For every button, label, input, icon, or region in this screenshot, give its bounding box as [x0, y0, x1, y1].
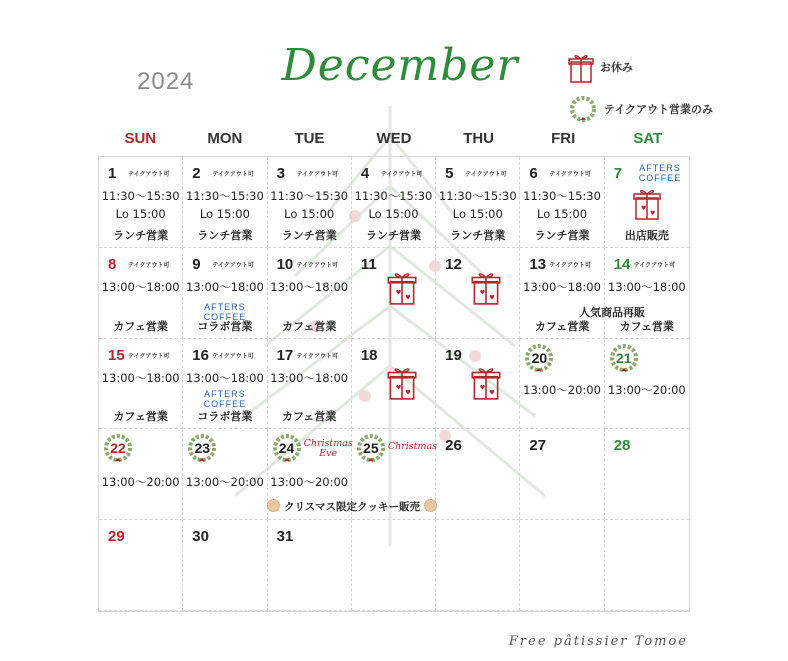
- weekday-sun: SUN: [124, 130, 157, 147]
- christmas-eve-label: [304, 439, 353, 459]
- service-label: ランチ営業: [534, 228, 590, 242]
- day-cell: [183, 520, 267, 611]
- hours: [99, 187, 182, 223]
- day-number: 10: [276, 255, 294, 273]
- day-number: 25: [363, 440, 379, 457]
- day-number: 15: [108, 346, 125, 364]
- day-cell-empty: [605, 520, 689, 611]
- day-cell: [436, 157, 520, 248]
- popular-relaunch-label: 人気商品再販: [579, 305, 646, 319]
- weekday-wed: WED: [376, 130, 412, 147]
- gift-icon: [471, 363, 501, 401]
- day-number: 22: [110, 440, 126, 457]
- service-label: カフェ営業: [113, 319, 168, 333]
- hours-time: 13:00〜20:00: [101, 475, 180, 490]
- weekday-sat: SAT: [633, 130, 663, 147]
- hours: [183, 369, 266, 387]
- day-cell-empty: [436, 520, 520, 611]
- day-cell: [352, 157, 436, 248]
- eve-text: Eve: [319, 448, 338, 460]
- christmas-label: Christmas: [387, 441, 438, 453]
- svg-text:♥: ♥: [395, 289, 402, 297]
- hours-time: 11:30〜15:30: [438, 189, 517, 203]
- legend-closed-label: お休み: [600, 61, 633, 74]
- service-label: ランチ営業: [281, 228, 337, 242]
- hours-time: 11:30〜15:30: [523, 189, 601, 203]
- takeout-ok-label: テイクアウト可: [296, 171, 339, 178]
- day-cell: [605, 339, 689, 430]
- hours-time: 13:00〜18:00: [101, 279, 180, 294]
- svg-text:♥: ♥: [404, 294, 411, 302]
- day-number: 8: [108, 255, 117, 273]
- wreath-icon: [568, 94, 598, 124]
- hours: [268, 473, 351, 491]
- svg-text:♥: ♥: [640, 205, 647, 212]
- legend: [568, 46, 713, 130]
- hours: [520, 381, 603, 399]
- wreath-icon: [187, 433, 217, 463]
- wreath-icon: [272, 433, 302, 463]
- service-label: ランチ営業: [113, 228, 169, 242]
- wreath-icon: [103, 433, 133, 463]
- hours: [183, 187, 266, 223]
- takeout-ok-label: テイクアウト可: [633, 261, 676, 269]
- cookie-icon: [267, 499, 280, 512]
- day-cell: [352, 248, 436, 339]
- takeout-ok-label: テイクアウト可: [549, 171, 591, 178]
- svg-text:♥: ♥: [395, 383, 402, 391]
- hours: [520, 278, 603, 296]
- hours: [268, 278, 351, 296]
- takeout-ok-label: テイクアウト可: [128, 261, 170, 269]
- day-cell: [605, 248, 689, 339]
- service-label: カフェ営業: [281, 410, 337, 424]
- cookie-icon: [424, 499, 437, 512]
- day-cell: [268, 520, 352, 611]
- day-number: 5: [445, 165, 454, 182]
- day-cell: [183, 248, 267, 339]
- day-cell: [183, 157, 267, 248]
- afters-text: AFTERS: [204, 388, 246, 399]
- takeout-ok-label: テイクアウト可: [296, 261, 339, 269]
- takeout-ok-label: テイクアウト可: [465, 171, 507, 178]
- wreath-icon: [609, 343, 639, 373]
- svg-text:♥: ♥: [649, 210, 656, 217]
- day-number: 16: [192, 346, 209, 364]
- takeout-ok-label: テイクアウト可: [212, 352, 254, 360]
- takeout-ok-label: テイクアウト可: [549, 261, 591, 269]
- last-order: Lo 15:00: [115, 207, 166, 221]
- last-order: Lo 15:00: [199, 207, 250, 221]
- hours: [605, 278, 689, 296]
- service-label: ランチ営業: [365, 228, 421, 242]
- day-cell: [520, 157, 604, 248]
- afters-text: AFTERS: [639, 163, 681, 173]
- hours: [99, 278, 182, 296]
- service-label: カフェ営業: [534, 319, 590, 333]
- takeout-ok-label: テイクアウト可: [212, 171, 254, 178]
- hours: [352, 187, 435, 223]
- svg-text:♥: ♥: [479, 289, 486, 297]
- weekday-thu: THU: [463, 130, 495, 147]
- hours-time: 11:30〜15:30: [101, 189, 180, 203]
- day-number: 21: [615, 349, 632, 366]
- service-label: ランチ営業: [197, 228, 253, 242]
- day-cell: [99, 339, 183, 430]
- wreath-icon: [524, 343, 554, 373]
- day-number: 3: [276, 165, 285, 182]
- hours: [436, 187, 519, 223]
- afters-text: AFTERS: [204, 301, 246, 312]
- day-number: 23: [194, 440, 211, 457]
- takeout-ok-label: テイクアウト可: [128, 352, 170, 360]
- cookie-promo: [262, 499, 442, 514]
- afters-coffee-logo: [639, 163, 682, 183]
- service-label: カフェ営業: [113, 410, 168, 424]
- day-number: 19: [445, 346, 462, 364]
- day-cell-empty: [352, 520, 436, 611]
- day-cell: [183, 339, 267, 430]
- day-cell: [99, 248, 183, 339]
- service-label: カフェ営業: [281, 319, 337, 333]
- day-number: 17: [276, 346, 294, 364]
- day-number: 20: [531, 349, 548, 366]
- day-number: 6: [529, 165, 538, 182]
- day-cell: [436, 248, 520, 339]
- hours: [268, 187, 351, 223]
- shop-signature: Free pâtissier Tomoe: [508, 634, 688, 649]
- gift-icon: [387, 268, 417, 306]
- legend-item-closed: [568, 46, 713, 88]
- takeout-ok-label: テイクアウト可: [380, 171, 423, 178]
- weekday-mon: MON: [207, 130, 243, 147]
- day-cell: [183, 429, 267, 520]
- service-label: コラボ営業: [197, 410, 253, 424]
- day-number: 9: [192, 255, 201, 273]
- day-number: 27: [529, 437, 547, 455]
- weekday-header: [98, 130, 690, 147]
- calendar-grid: [98, 156, 690, 612]
- weekday-tue: TUE: [294, 130, 325, 147]
- day-cell-empty: [520, 520, 604, 611]
- last-order: Lo 15:00: [452, 207, 503, 221]
- hours-time: 13:00〜18:00: [186, 370, 264, 385]
- year-label: 2024: [137, 68, 195, 95]
- last-order: Lo 15:00: [284, 207, 335, 221]
- hours-time: 13:00〜20:00: [270, 475, 349, 490]
- hours: [183, 473, 266, 491]
- takeout-ok-label: テイクアウト可: [212, 261, 254, 269]
- day-number: 12: [445, 255, 462, 273]
- day-number: 28: [613, 437, 631, 455]
- afters-coffee-logo: [183, 389, 266, 409]
- day-cell: [99, 157, 183, 248]
- gift-icon: [387, 363, 417, 401]
- takeout-ok-label: テイクアウト可: [128, 171, 170, 178]
- wreath-icon: [356, 433, 386, 463]
- service-label: 出店販売: [624, 228, 669, 242]
- day-number: 2: [192, 165, 201, 182]
- hours-time: 13:00〜18:00: [186, 279, 264, 294]
- hours-time: 13:00〜18:00: [101, 370, 180, 385]
- gift-icon: [568, 50, 594, 84]
- day-cell: [605, 157, 689, 248]
- hours-time: 13:00〜18:00: [270, 370, 349, 385]
- last-order: Lo 15:00: [368, 207, 419, 221]
- day-number: 11: [360, 255, 377, 273]
- gift-icon: [471, 268, 501, 306]
- christmas-text: Christmas: [303, 438, 353, 450]
- takeout-ok-label: テイクアウト可: [296, 352, 339, 360]
- svg-text:♥: ♥: [489, 389, 495, 397]
- day-number: 31: [276, 528, 294, 546]
- month-title: December: [281, 40, 519, 91]
- hours: [268, 369, 351, 387]
- hours: [520, 187, 603, 223]
- hours-time: 13:00〜20:00: [607, 382, 686, 397]
- service-label: カフェ営業: [619, 319, 675, 333]
- hours-time: 13:00〜20:00: [523, 382, 601, 397]
- day-number: 14: [613, 255, 631, 273]
- coffee-text: COFFEE: [203, 311, 247, 322]
- hours-time: 13:00〜18:00: [607, 279, 686, 294]
- day-cell: [99, 429, 183, 520]
- hours-time: 11:30〜15:30: [270, 189, 349, 203]
- svg-text:♥: ♥: [479, 383, 486, 391]
- day-cell: [352, 339, 436, 430]
- day-number: 26: [445, 437, 462, 455]
- svg-text:♥: ♥: [404, 389, 411, 397]
- day-cell: [99, 520, 183, 611]
- day-number: 13: [529, 255, 547, 273]
- day-number: 4: [360, 165, 370, 182]
- coffee-text: COFFEE: [638, 173, 682, 183]
- legend-item-takeout: [568, 88, 713, 130]
- day-cell: [520, 339, 604, 430]
- gift-icon: [633, 185, 661, 221]
- day-cell: [268, 248, 352, 339]
- day-number: 1: [108, 165, 117, 182]
- day-number: 24: [278, 440, 295, 457]
- hours: [183, 278, 266, 296]
- hours-time: 13:00〜18:00: [270, 279, 349, 294]
- hours-time: 13:00〜20:00: [186, 475, 264, 490]
- day-number: 30: [192, 528, 209, 546]
- day-number: 18: [360, 346, 378, 364]
- cookie-promo-text: クリスマス限定クッキー販売: [283, 501, 421, 513]
- last-order: Lo 15:00: [537, 207, 588, 221]
- day-cell: [605, 429, 689, 520]
- service-label: コラボ営業: [197, 319, 253, 333]
- legend-takeout-label: テイクアウト営業のみ: [604, 103, 714, 116]
- day-cell: [268, 157, 352, 248]
- day-cell: [436, 339, 520, 430]
- hours: [605, 381, 689, 399]
- hours-time: 11:30〜15:30: [354, 189, 433, 203]
- coffee-text: COFFEE: [203, 398, 247, 409]
- hours-time: 11:30〜15:30: [186, 189, 264, 203]
- svg-text:♥: ♥: [489, 294, 495, 302]
- hours: [99, 473, 182, 491]
- day-number: 7: [613, 165, 623, 182]
- hours-time: 13:00〜18:00: [523, 279, 601, 294]
- day-cell: [436, 429, 520, 520]
- day-cell: [268, 339, 352, 430]
- hours: [99, 369, 182, 387]
- weekday-fri: FRI: [551, 130, 576, 147]
- day-number: 29: [108, 528, 125, 546]
- service-label: ランチ営業: [450, 228, 506, 242]
- day-cell: [520, 429, 604, 520]
